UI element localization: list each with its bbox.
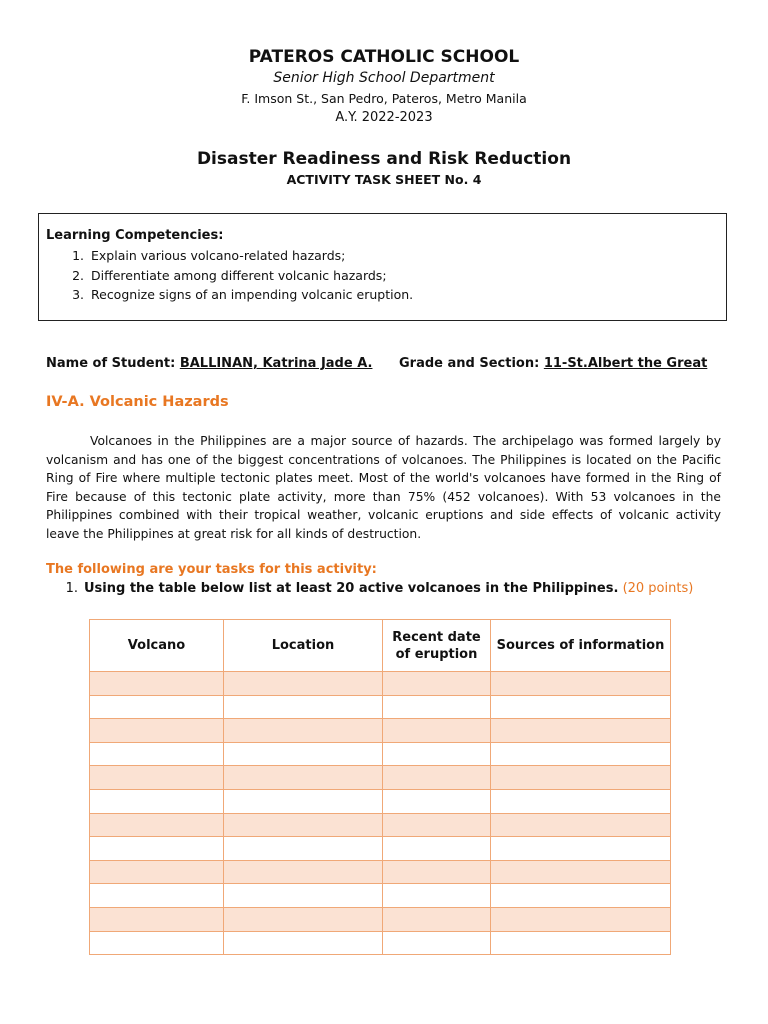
table-cell[interactable]	[224, 813, 383, 837]
task-points: (20 points)	[622, 581, 694, 596]
table-cell[interactable]	[491, 931, 671, 955]
competencies-list	[46, 246, 413, 305]
table-cell[interactable]	[224, 931, 383, 955]
header-eruption-date: Recent date of eruption	[383, 620, 491, 672]
table-cell[interactable]	[383, 719, 491, 743]
table-cell[interactable]	[224, 789, 383, 813]
table-cell[interactable]	[383, 837, 491, 861]
tasks-title: The following are your tasks for this activity:	[46, 562, 377, 577]
table-row	[90, 860, 671, 884]
sheet-title: ACTIVITY TASK SHEET No. 4	[286, 172, 482, 187]
table-cell[interactable]	[224, 907, 383, 931]
table-cell[interactable]	[383, 931, 491, 955]
table-cell[interactable]	[90, 813, 224, 837]
table-cell[interactable]	[90, 789, 224, 813]
section-title: IV-A. Volcanic Hazards	[46, 394, 229, 410]
table-cell[interactable]	[224, 695, 383, 719]
grade-label: Grade and Section:	[398, 356, 540, 371]
intro-paragraph: Volcanoes in the Philippines are a major source of hazards. The archipelago was formed largely by volcanism and has one of the biggest concentrations of volcanoes. The Philippines is located on the Pacific Ring of Fire where multiple tectonic plates meet. Most of the world's volcanoes have formed in the Ring of Fire because of this tectonic plate activity, more than 75% (452 volcanoes). With 53 volcanoes in the Philippines combined with their tropical weather, volcanic eruptions and side effects of volcanic activity leave the Philippines at great risk for all kinds of destruction.	[46, 434, 721, 541]
subject-title: Disaster Readiness and Risk Reduction	[196, 149, 572, 169]
table-row	[90, 931, 671, 955]
table-cell[interactable]	[491, 766, 671, 790]
competencies-title: Learning Competencies:	[46, 228, 224, 243]
table-cell[interactable]	[491, 837, 671, 861]
table-cell[interactable]	[383, 884, 491, 908]
table-cell[interactable]	[491, 813, 671, 837]
grade-section: 11-St.Albert the Great	[543, 356, 708, 371]
school-name: PATEROS CATHOLIC SCHOOL	[248, 47, 520, 67]
header-location: Location	[224, 620, 383, 672]
table-row	[90, 672, 671, 696]
table-cell[interactable]	[383, 695, 491, 719]
competency-item	[46, 266, 413, 286]
table-cell[interactable]	[491, 884, 671, 908]
table-cell[interactable]	[90, 742, 224, 766]
table-cell[interactable]	[383, 907, 491, 931]
table-cell[interactable]	[383, 813, 491, 837]
table-cell[interactable]	[224, 742, 383, 766]
student-name: BALLINAN, Katrina Jade A.	[179, 356, 373, 371]
table-cell[interactable]	[90, 719, 224, 743]
competency-text: Recognize signs of an impending volcanic eruption.	[91, 287, 414, 302]
header-sources: Sources of information	[491, 620, 671, 672]
table-cell[interactable]	[491, 907, 671, 931]
school-address: F. Imson St., San Pedro, Pateros, Metro Manila	[241, 91, 527, 106]
table-cell[interactable]	[224, 672, 383, 696]
table-cell[interactable]	[491, 672, 671, 696]
table-cell[interactable]	[224, 884, 383, 908]
student-name-label: Name of Student:	[46, 356, 176, 371]
table-cell[interactable]	[224, 766, 383, 790]
table-cell[interactable]	[90, 860, 224, 884]
table-row	[90, 719, 671, 743]
competency-number: 3.	[72, 287, 84, 302]
table-cell[interactable]	[90, 672, 224, 696]
table-cell[interactable]	[90, 695, 224, 719]
table-cell[interactable]	[383, 860, 491, 884]
table-row	[90, 695, 671, 719]
table-cell[interactable]	[224, 719, 383, 743]
academic-year: A.Y. 2022-2023	[335, 110, 433, 125]
table-cell[interactable]	[224, 837, 383, 861]
task-item	[46, 581, 693, 596]
table-row	[90, 884, 671, 908]
table-cell[interactable]	[90, 907, 224, 931]
student-info	[46, 356, 707, 371]
table-row	[90, 766, 671, 790]
task-text: Using the table below list at least 20 active volcanoes in the Philippines.	[84, 581, 619, 596]
table-row	[90, 813, 671, 837]
table-cell[interactable]	[90, 837, 224, 861]
competency-item	[46, 246, 413, 266]
table-cell[interactable]	[491, 695, 671, 719]
table-row	[90, 907, 671, 931]
competency-item	[46, 285, 413, 305]
competency-number: 1.	[72, 248, 84, 263]
competency-text: Explain various volcano-related hazards;	[91, 248, 346, 263]
table-row	[90, 837, 671, 861]
table-cell[interactable]	[383, 742, 491, 766]
table-row	[90, 742, 671, 766]
volcano-table	[89, 619, 671, 955]
table-cell[interactable]	[90, 766, 224, 790]
table-cell[interactable]	[383, 789, 491, 813]
competency-number: 2.	[72, 267, 84, 283]
table-header-row	[90, 620, 671, 672]
table-cell[interactable]	[90, 931, 224, 955]
table-body	[90, 672, 671, 955]
task-number: 1.	[65, 581, 78, 596]
table-row	[90, 789, 671, 813]
table-cell[interactable]	[491, 789, 671, 813]
table-cell[interactable]	[491, 742, 671, 766]
table-cell[interactable]	[383, 766, 491, 790]
competency-text: Differentiate among different volcanic hazards;	[91, 267, 387, 283]
table-cell[interactable]	[491, 719, 671, 743]
header-volcano: Volcano	[90, 620, 224, 672]
table-cell[interactable]	[383, 672, 491, 696]
table-cell[interactable]	[90, 884, 224, 908]
department: Senior High School Department	[273, 70, 495, 86]
competencies-box	[38, 213, 727, 321]
table-cell[interactable]	[491, 860, 671, 884]
table-cell[interactable]	[224, 860, 383, 884]
